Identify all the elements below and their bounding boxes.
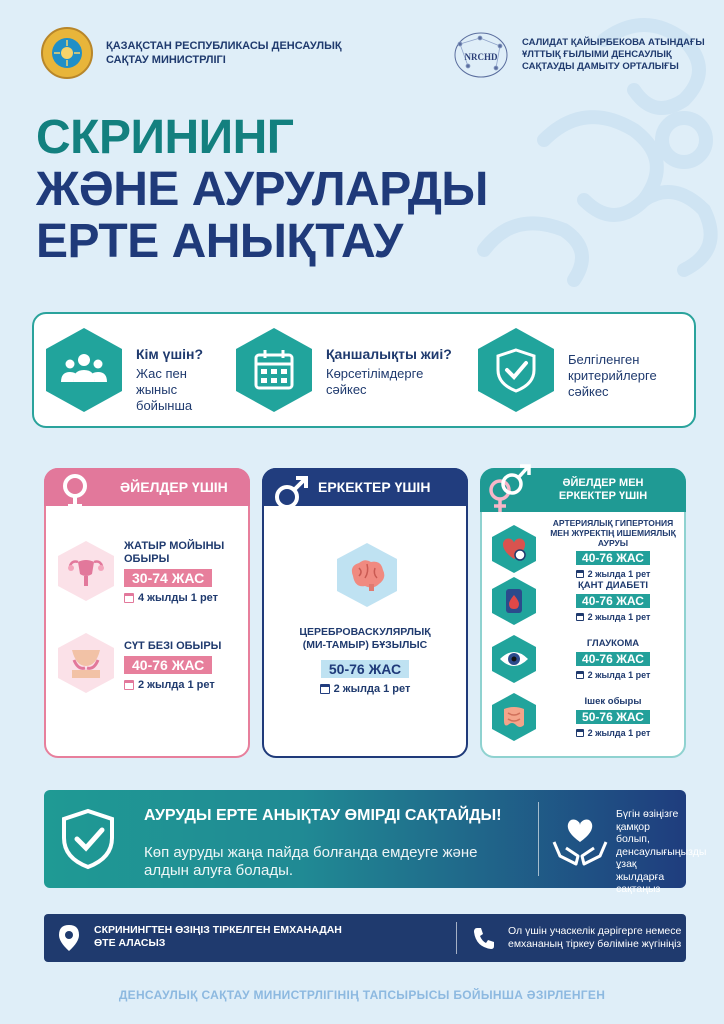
screening-breast-name: СҮТ БЕЗІ ОБЫРЫ: [124, 640, 222, 652]
hands-heart-icon: [550, 812, 610, 868]
screening-diabetes-frequency: 2 жылда 1 рет: [587, 612, 651, 622]
screening-cervical: [56, 540, 224, 604]
calendar-icon: [250, 346, 298, 394]
screening-cerebro: [264, 626, 466, 695]
screening-cerebro-frequency: 2 жылда 1 рет: [333, 683, 411, 695]
brain-icon: [347, 558, 387, 592]
location-pin-icon: [58, 924, 80, 952]
early-detection-banner: [44, 790, 707, 895]
screening-colorectal-name: Ішек обыры: [584, 696, 642, 707]
calendar-icon: [124, 593, 134, 603]
screening-colorectal-frequency: 2 жылда 1 рет: [587, 728, 651, 738]
intestine-icon: [500, 703, 528, 731]
info-who: [42, 326, 203, 414]
bar-clinic-text: СКРИНИНГТЕН ӨЗІҢІЗ ТІРКЕЛГЕН ЕМХАНАДАН ӨТЕ АЛАСЫЗ: [94, 924, 342, 949]
male-female-symbol-icon: [486, 462, 532, 514]
bar-divider: [456, 922, 457, 954]
title-line-2: ЖӘНЕ АУРУЛАРДЫ: [36, 163, 488, 216]
ministry-name: ҚАЗАҚСТАН РЕСПУБЛИКАСЫ ДЕНСАУЛЫҚ САҚТАУ МИНИСТРЛІГІ: [106, 40, 342, 66]
shield-check-icon: [58, 808, 118, 870]
screening-diabetes: [490, 576, 682, 626]
kazakhstan-emblem-icon: [40, 26, 94, 80]
calendar-icon: [576, 729, 584, 737]
blood-drop-icon: [502, 587, 526, 615]
eye-icon: [499, 649, 529, 669]
screening-glaucoma-frequency: 2 жылда 1 рет: [587, 670, 651, 680]
people-icon: [60, 346, 108, 394]
calendar-icon: [576, 671, 584, 679]
calendar-icon: [576, 613, 584, 621]
center-header: [450, 30, 705, 80]
center-name: САЛИДАТ ҚАЙЫРБЕКОВА АТЫНДАҒЫ ҰЛТТЫҚ ҒЫЛЫМИ ДЕНСАУЛЫҚ САҚТАУДЫ ДАМЫТУ ОРТАЛЫҒЫ: [522, 37, 705, 72]
breast-icon: [68, 646, 104, 680]
women-card-title: ӘЙЕЛДЕР ҮШІН: [120, 479, 228, 495]
women-card: [44, 468, 250, 758]
screening-colorectal: [490, 692, 682, 742]
screening-diabetes-age: 40-76 ЖАС: [576, 594, 650, 608]
screening-hypertension-age: 40-76 ЖАС: [576, 551, 650, 565]
uterus-icon: [68, 554, 104, 588]
phone-icon: [472, 926, 496, 950]
ministry-header: [40, 26, 342, 80]
brain-hex: [335, 542, 399, 608]
title-line-1: СКРИНИНГ: [36, 111, 294, 164]
bar-doctor-text: Ол үшін учаскелік дәрігерге немесе емхананың тіркеу бөліміне жүгініңіз: [508, 925, 682, 950]
screening-cervical-name: ЖАТЫР МОЙЫНЫ ОБЫРЫ: [124, 540, 225, 565]
banner-note: Бүгін өзіңізге қамқор болып, денсаулығыңызды ұзақ жылдарға сақтаңыз: [616, 808, 707, 895]
screening-hypertension-name: АРТЕРИЯЛЫҚ ГИПЕРТОНИЯ МЕН ЖҮРЕКТІҢ ИШЕМИЯЛЫҚ АУРУЫ: [550, 518, 676, 548]
info-who-question: Кім үшін?: [136, 346, 204, 362]
banner-subtitle: Көп ауруды жаңа пайда болғанда емдеуге және алдын алуға болады.: [144, 844, 478, 879]
screening-glaucoma-age: 40-76 ЖАС: [576, 652, 650, 666]
screening-breast-age: 40-76 ЖАС: [124, 656, 212, 674]
info-panel: [32, 312, 696, 428]
female-symbol-icon: [60, 472, 90, 518]
info-criteria-answer: Белгіленген критерийлерге сәйкес: [568, 352, 657, 399]
screening-cerebro-name: ЦЕРЕБРОВАСКУЛЯРЛЫҚ (МИ-ТАМЫР) БҰЗЫЛЫС: [299, 626, 431, 651]
screening-breast-frequency: 2 жылда 1 рет: [138, 679, 215, 691]
men-card: [262, 468, 468, 758]
nrchd-logo-icon: [450, 30, 512, 80]
screening-cervical-age: 30-74 ЖАС: [124, 569, 212, 587]
screening-hypertension: [490, 518, 682, 579]
shield-check-icon: [492, 346, 540, 394]
heart-pressure-icon: [500, 535, 528, 563]
screening-glaucoma: [490, 634, 682, 684]
title-line-3: ЕРТЕ АНЫҚТАУ: [36, 215, 403, 268]
screening-cervical-frequency: 4 жылды 1 рет: [138, 592, 219, 604]
banner-divider: [538, 802, 539, 876]
screening-breast: [56, 632, 221, 694]
info-criteria: [474, 326, 657, 414]
registration-bar: [44, 914, 686, 962]
male-symbol-icon: [272, 472, 312, 512]
screening-cerebro-age: 50-76 ЖАС: [321, 660, 409, 678]
both-card: [480, 468, 686, 758]
info-frequency-answer: Көрсетілімдерге сәйкес: [326, 366, 424, 397]
both-card-title: ӘЙЕЛДЕР МЕН ЕРКЕКТЕР ҮШІН: [558, 477, 648, 502]
info-frequency-question: Қаншалықты жиі?: [326, 346, 452, 362]
calendar-icon: [124, 680, 134, 690]
nrchd-logo-text: NRCHD: [464, 52, 498, 62]
screening-diabetes-name: ҚАНТ ДИАБЕТІ: [577, 580, 649, 591]
page-title: [36, 112, 488, 268]
info-frequency: [232, 326, 452, 414]
footer-credit: ДЕНСАУЛЫҚ САҚТАУ МИНИСТРЛІГІНІҢ ТАПСЫРЫСЫ БОЙЫНША ӘЗІРЛЕНГЕН: [118, 988, 606, 1002]
calendar-icon: [320, 684, 330, 694]
info-who-answer: Жас пен жыныс бойынша: [136, 366, 193, 413]
banner-title: АУРУДЫ ЕРТЕ АНЫҚТАУ ӨМІРДІ САҚТАЙДЫ!: [144, 807, 502, 824]
screening-colorectal-age: 50-76 ЖАС: [576, 710, 650, 724]
men-card-title: ЕРКЕКТЕР ҮШІН: [318, 479, 431, 495]
screening-glaucoma-name: ГЛАУКОМА: [586, 638, 640, 649]
screening-hypertension-frequency: 2 жылда 1 рет: [587, 569, 651, 579]
